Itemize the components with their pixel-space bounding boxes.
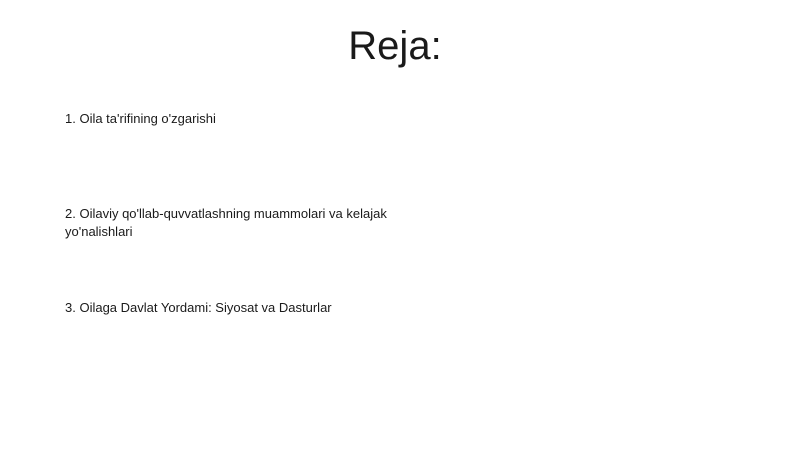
plan-item-1: 1. Oila ta'rifining o'zgarishi [65,111,216,126]
plan-item-2: 2. Oilaviy qo'llab-quvvatlashning muammolari va kelajak yo'nalishlari [65,206,387,239]
slide-title: Reja: [348,24,442,68]
plan-item-3: 3. Oilaga Davlat Yordami: Siyosat va Dasturlar [65,300,332,315]
